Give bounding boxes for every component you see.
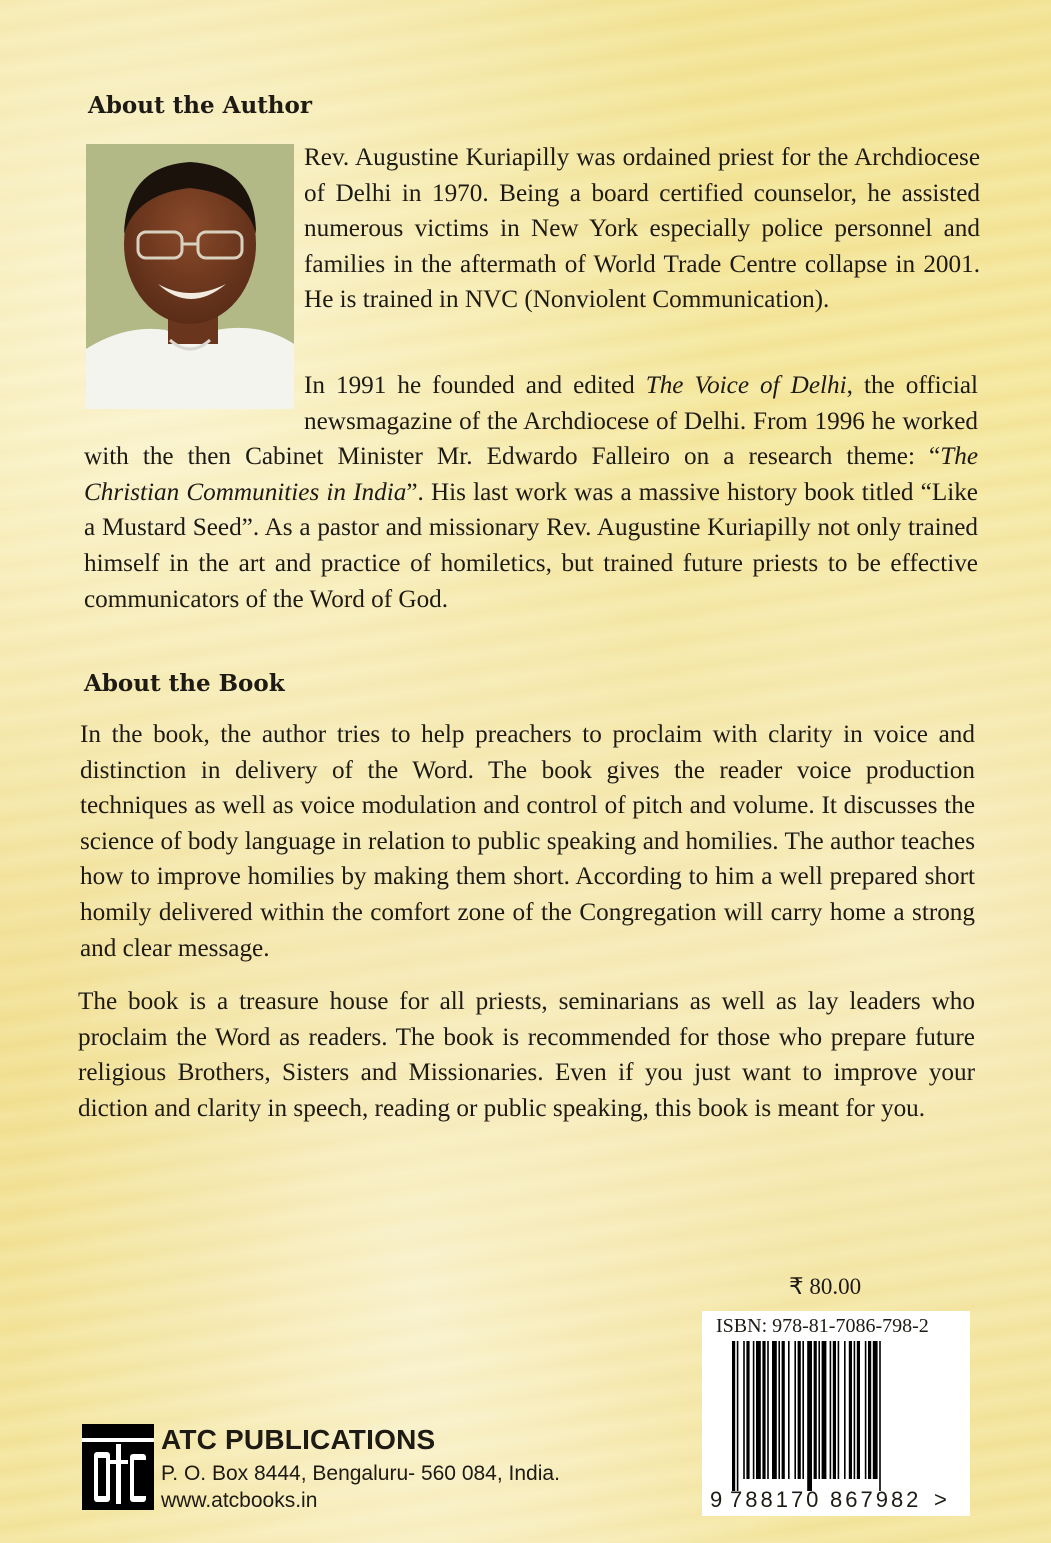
author-bio-paragraph-2 — [84, 368, 978, 617]
publisher-address: P. O. Box 8444, Bengaluru- 560 084, India. — [161, 1462, 560, 1485]
barcode-bar — [838, 1341, 840, 1479]
barcode-bar — [794, 1341, 796, 1479]
publisher-website: www.atcbooks.in — [161, 1489, 318, 1512]
barcode-bar — [873, 1341, 878, 1479]
barcode-bar — [879, 1341, 881, 1491]
magazine-title: The Voice of Delhi — [645, 372, 847, 399]
about-book-heading: About the Book — [84, 670, 285, 697]
barcode-bar — [772, 1341, 777, 1479]
photo-wrap-spacer — [84, 368, 304, 438]
barcode-bar — [865, 1341, 867, 1479]
barcode-bar — [746, 1341, 749, 1479]
barcode-bar — [756, 1341, 761, 1479]
barcode-bar — [762, 1341, 765, 1479]
author-bio-paragraph-1: Rev. Augustine Kuriapilly was ordained priest for the Archdiocese of Delhi in 1970. Being a board certified counselor, he assisted numerous victims in New York especially police personnel and families in the aftermath of World Trade Centre collapse in 2001. He is trained in NVC (Nonviolent Communication). — [304, 144, 980, 314]
barcode-right-digits: 867982 — [830, 1487, 922, 1512]
barcode-bar — [830, 1341, 832, 1479]
barcode-bar — [788, 1341, 790, 1479]
book-description-paragraph-2: The book is a treasure house for all priests, seminarians as well as lay leaders who proclaim the Word as readers. The book is recommended for those who prepare future religious Brothers, Sisters and Missionaries. Even if you just want to improve your diction and clarity in speech, reading or public speaking, this book is meant for you. — [78, 988, 975, 1122]
barcode-bar — [778, 1341, 780, 1479]
barcode-bar — [807, 1341, 812, 1491]
barcode-bar — [737, 1341, 739, 1491]
barcode-bar — [767, 1341, 769, 1479]
barcode-lead-digit: 9 — [710, 1487, 726, 1512]
barcode-bar — [857, 1341, 860, 1479]
about-author-heading: About the Author — [88, 92, 312, 119]
barcode-left-digits: 788170 — [730, 1487, 822, 1512]
barcode-bar — [854, 1341, 856, 1479]
barcode-bar — [849, 1341, 852, 1479]
barcode-bar — [833, 1341, 836, 1479]
barcode-bar — [868, 1341, 871, 1479]
barcode-bar — [798, 1341, 801, 1479]
barcode-bar — [844, 1341, 846, 1479]
barcode-bar — [814, 1341, 817, 1479]
bio-2-text-start: In 1991 he founded and edited — [304, 372, 646, 399]
barcode-end-mark: > — [934, 1487, 950, 1512]
price-label: ₹ 80.00 — [789, 1274, 862, 1299]
atc-logo-icon — [82, 1424, 154, 1510]
bio-2-text-middle: , the official newsmagazine of the Archdiocese of Delhi. From 1996 he worked with the then Cabinet Minister Mr. Edwardo Falleiro on a research theme: “ — [84, 372, 978, 471]
barcode-digits — [710, 1487, 966, 1513]
barcode-icon — [732, 1341, 938, 1491]
book-description-paragraph-1: In the book, the author tries to help preachers to proclaim with clarity in voice and distinction in delivery of the Word. The book gives the reader voice production techniques as well as voice modulation and control of pitch and volume. It discusses the science of body language in relation to public speaking and homilies. The author teaches how to improve homilies by making them short. According to him a well prepared short homily delivered within the comfort zone of the Congregation will carry home a strong and clear message. — [80, 721, 975, 962]
barcode-bar — [818, 1341, 820, 1479]
barcode-panel — [702, 1311, 970, 1516]
bio-2-text-end: ”. His last work was a massive history book titled “Like a Mustard Seed”. As a pastor and missionary Rev. Augustine Kuriapilly not only trained himself in the art and practice of homiletics, but trained future priests to be effective communicators of the Word of God. — [84, 478, 978, 613]
barcode-bar — [782, 1341, 785, 1479]
barcode-bar — [822, 1341, 827, 1479]
publisher-name: ATC PUBLICATIONS — [161, 1424, 436, 1455]
barcode-bar — [802, 1341, 804, 1479]
barcode-bar — [732, 1341, 735, 1491]
barcode-bar — [753, 1341, 755, 1479]
barcode-bar — [743, 1341, 745, 1479]
research-theme-title: The Christian Communities in India — [84, 443, 978, 506]
isbn-label: ISBN: 978-81-7086-798-2 — [716, 1315, 929, 1337]
